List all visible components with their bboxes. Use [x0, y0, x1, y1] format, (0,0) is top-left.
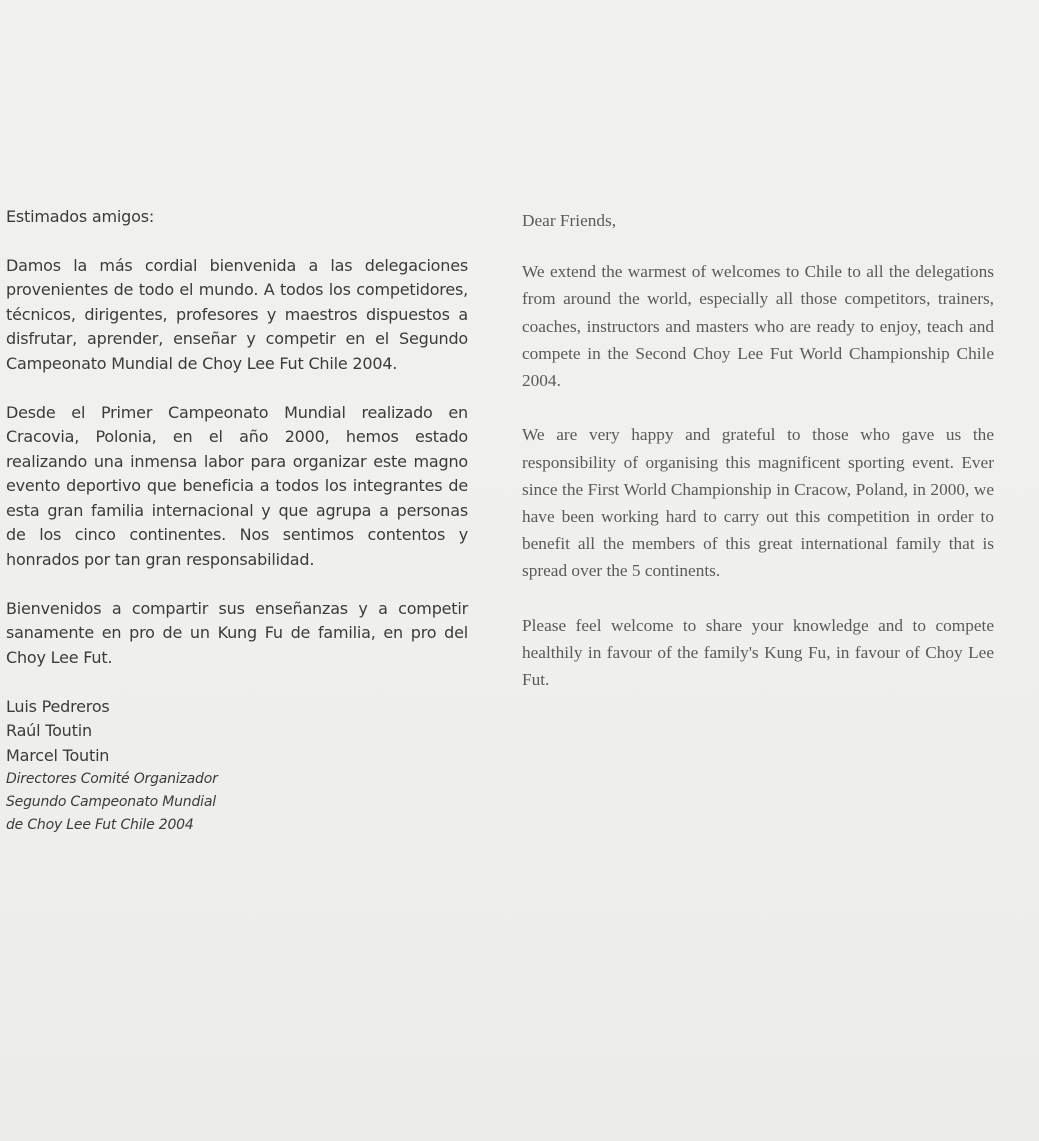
- english-paragraph-2: We are very happy and grateful to those who gave us the responsibility of organising this magnificent sporting event. Ever since the First World Championship in Cracow, Poland, in 2000, we have been working hard to carry out this competition in order to benefit all the members of this great international family that is spread over the 5 continents.: [522, 425, 994, 581]
- spanish-paragraph-2: Desde el Primer Campeonato Mundial realizado en Cracovia, Polonia, en el año 2000, hemos estado realizando una inmensa labor para organizar este magno evento deportivo que beneficia a todos los integrantes de esta gran familia internacional y que agrupa a personas de los cinco continentes. Nos sentimos contentos y honrados por tan gran responsabilidad.: [6, 402, 468, 569]
- spanish-column: [6, 205, 468, 837]
- english-paragraph-1: We extend the warmest of welcomes to Chile to all the delegations from around the world, especially all those competitors, trainers, coaches, instructors and masters who are ready to enjoy, teach and compete in the Second Choy Lee Fut World Championship Chile 2004.: [522, 262, 994, 391]
- signature-name-2: Raúl Toutin: [6, 721, 92, 740]
- signature-name-1: Luis Pedreros: [6, 696, 110, 716]
- signature-title-line-1: Directores Comité Organizador: [6, 771, 218, 787]
- signature-title-line-3: de Choy Lee Fut Chile 2004: [6, 817, 194, 833]
- english-paragraph-3: Please feel welcome to share your knowledge and to compete healthily in favour of the family's Kung Fu, in favour of Choy Lee Fut.: [522, 615, 994, 690]
- english-column: [522, 207, 994, 721]
- english-greeting: Dear Friends,: [522, 211, 617, 230]
- signature-block: [6, 695, 468, 838]
- spanish-paragraph-3: Bienvenidos a compartir sus enseñanzas y a competir sanamente en pro de un Kung Fu de familia, en pro del Choy Lee Fut.: [6, 598, 468, 667]
- spanish-paragraph-1: Damos la más cordial bienvenida a las delegaciones provenientes de todo el mundo. A todos los competidores, técnicos, dirigentes, profesores y maestros dispuestos a disfrutar, aprender, enseñar y competir en el Segundo Campeonato Mundial de Choy Lee Fut Chile 2004.: [6, 255, 468, 373]
- spanish-greeting: Estimados amigos:: [6, 207, 155, 226]
- signature-name-3: Marcel Toutin: [6, 745, 110, 765]
- signature-title-line-2: Segundo Campeonato Mundial: [6, 794, 216, 810]
